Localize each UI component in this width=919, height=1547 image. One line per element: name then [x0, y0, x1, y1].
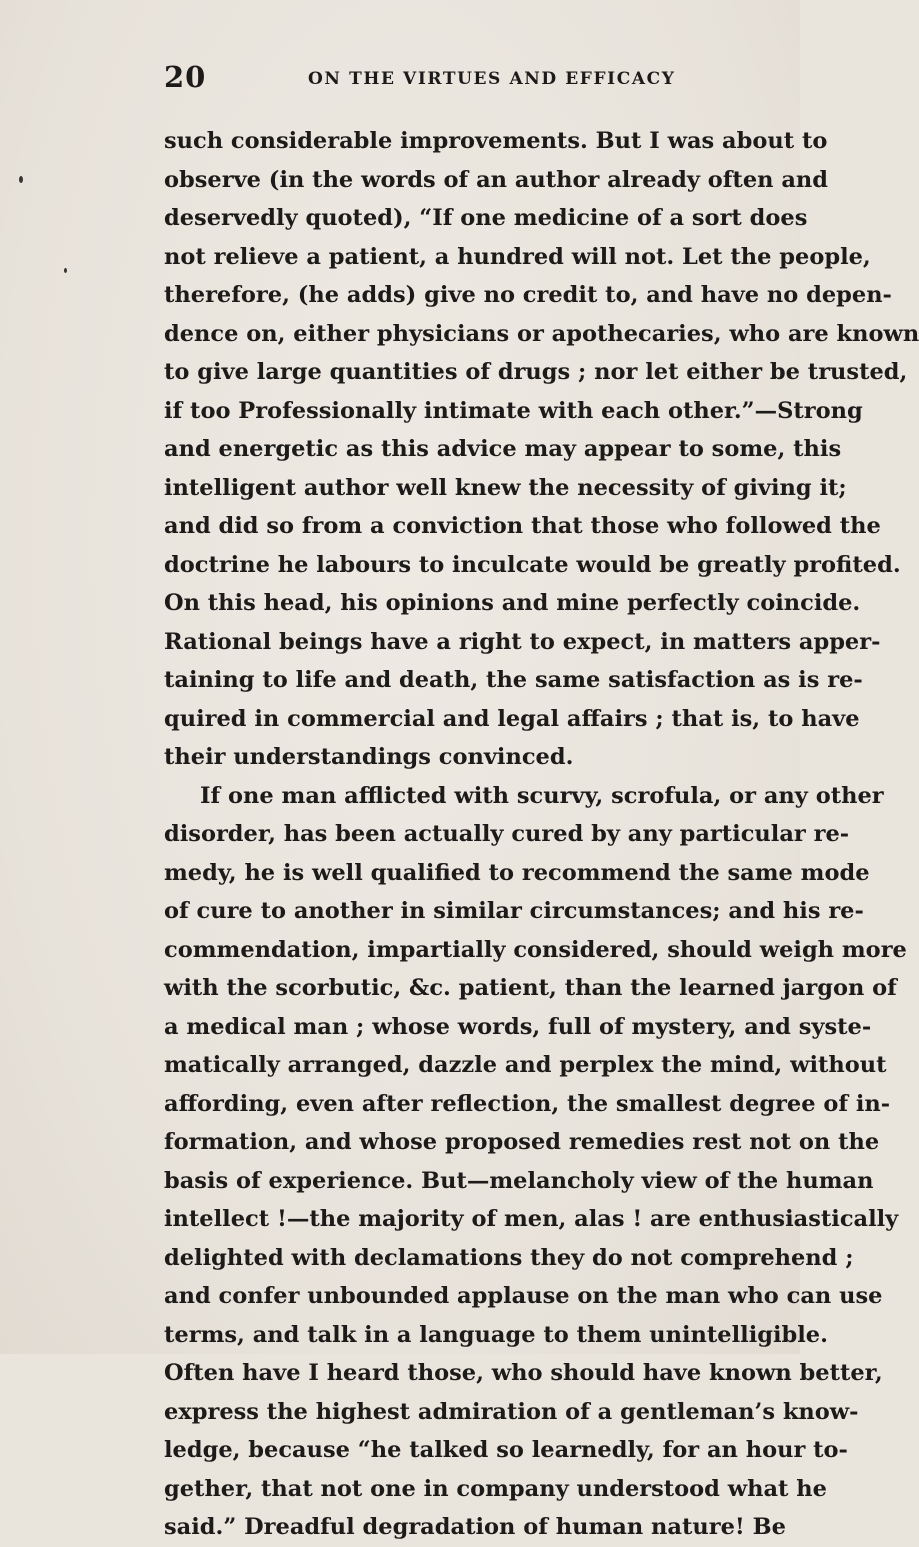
text-line: with the scorbutic, &c. patient, than the learned jargon of	[164, 975, 897, 1001]
text-line: and energetic as this advice may appear to some, this	[164, 436, 842, 462]
text-line: matically arranged, dazzle and perplex the mind, without	[164, 1052, 887, 1078]
text-line: taining to life and death, the same satisfaction as is re-	[164, 667, 863, 693]
text-line: express the highest admiration of a gentleman’s know-	[164, 1398, 859, 1425]
text-line: Rational beings have a right to expect, in matters apper-	[164, 628, 881, 655]
text-line: therefore, (he adds) give no credit to, and have no depen-	[164, 282, 892, 308]
text-line: commendation, impartially considered, should weigh more	[164, 936, 907, 963]
page-number: 20	[164, 60, 207, 94]
text-line: ledge, because “he talked so learnedly, for an hour to-	[164, 1437, 848, 1463]
page-header	[164, 56, 764, 100]
text-line: terms, and talk in a language to them unintelligible.	[164, 1321, 828, 1348]
text-line: gether, that not one in company understood what he	[164, 1475, 827, 1502]
text-line: basis of experience. But—melancholy view of the human	[164, 1167, 874, 1194]
text-line: and did so from a conviction that those who followed the	[164, 513, 881, 539]
text-line: formation, and whose proposed remedies rest not on the	[164, 1129, 880, 1155]
text-line: doctrine he labours to inculcate would be greatly profited.	[164, 551, 901, 578]
text-line: if too Professionally intimate with each other.”—Strong	[164, 397, 863, 424]
running-title: ON THE VIRTUES AND EFFICACY	[308, 69, 676, 89]
body-text	[164, 122, 919, 1547]
text-line: not relieve a patient, a hundred will not. Let the people,	[164, 243, 871, 270]
ink-speck	[64, 268, 67, 273]
text-line: of cure to another in similar circumstances; and his re-	[164, 898, 864, 924]
text-line: intellect !—the majority of men, alas ! are enthusiastically	[164, 1206, 899, 1232]
text-line: a medical man ; whose words, full of mystery, and syste-	[164, 1013, 872, 1040]
text-line: observe (in the words of an author already often and	[164, 166, 828, 193]
text-line: deservedly quoted), “If one medicine of a sort does	[164, 205, 808, 231]
text-line: intelligent author well knew the necessity of giving it;	[164, 474, 847, 501]
text-line: affording, even after reflection, the smallest degree of in-	[164, 1090, 891, 1117]
text-line: disorder, has been actually cured by any particular re-	[164, 821, 850, 847]
text-line: delighted with declamations they do not comprehend ;	[164, 1244, 854, 1271]
text-line: Often have I heard those, who should have known better,	[164, 1360, 883, 1386]
paragraph-end-line: their understandings convinced.	[164, 744, 574, 770]
text-line: to give large quantities of drugs ; nor let either be trusted,	[164, 359, 908, 385]
text-line: On this head, his opinions and mine perfectly coincide.	[164, 590, 861, 616]
ink-speck	[19, 176, 23, 183]
text-line: medy, he is well qualified to recommend the same mode	[164, 859, 870, 886]
text-line: said.” Dreadful degradation of human nature! Be	[164, 1514, 786, 1540]
text-line: such considerable improvements. But I was about to	[164, 128, 828, 154]
text-line: and confer unbounded applause on the man who can use	[164, 1283, 883, 1309]
text-line: quired in commercial and legal affairs ; that is, to have	[164, 705, 860, 732]
text-line: dence on, either physicians or apothecaries, who are known	[164, 320, 919, 347]
paragraph-start-line: If one man afflicted with scurvy, scrofula, or any other	[200, 782, 884, 809]
